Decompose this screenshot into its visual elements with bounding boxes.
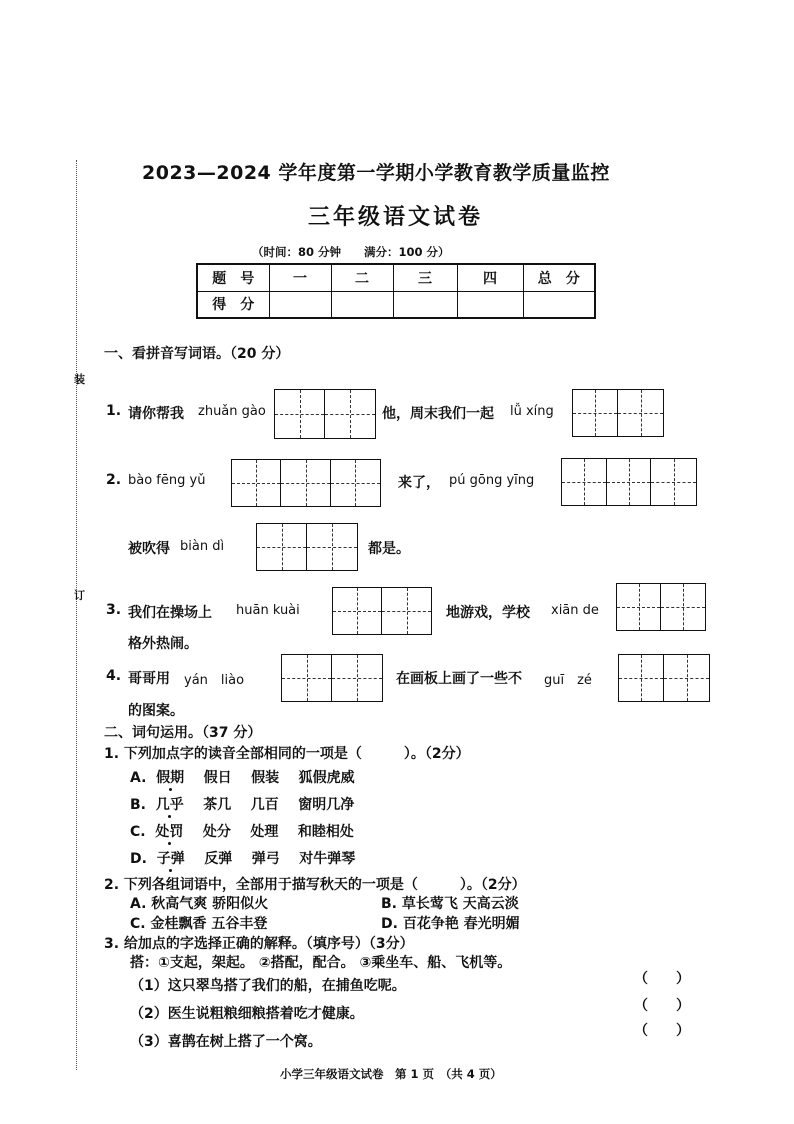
s2-q1-option-b[interactable] bbox=[130, 794, 354, 814]
option-word: 子弹 bbox=[156, 851, 185, 867]
s2-q2-prompt: 2. 下列各组词语中，全部用于描写秋天的一项是（ ）。（2分） bbox=[104, 877, 526, 893]
s1-q2-answer-grid-2[interactable] bbox=[561, 458, 697, 506]
s1-q2-text-a: 来了， bbox=[398, 475, 440, 491]
s2-q2-option-d[interactable]: D. 百花争艳 春光明媚 bbox=[381, 916, 520, 932]
s2-q1-prompt: 1. 下列加点字的读音全部相同的一项是（ ）。（2分） bbox=[104, 746, 470, 762]
s2-q3-definitions: 搭：①支起，架起。 ②搭配，配合。 ③乘坐车、船、飞机等。 bbox=[130, 955, 512, 971]
option-label: D. bbox=[130, 851, 147, 867]
s1-q2-pinyin-2: pú gōng yīng bbox=[449, 473, 535, 488]
s2-q2-option-c[interactable]: C. 金桂飘香 五谷丰登 bbox=[130, 916, 268, 932]
score-table-header-row bbox=[197, 264, 595, 291]
section1-heading: 一、看拼音写词语。（20 分） bbox=[104, 346, 290, 362]
score-cell-1[interactable] bbox=[269, 291, 331, 318]
s1-q1-text-b: 他，周末我们一起 bbox=[382, 406, 494, 422]
s1-q2-text-c: 都是。 bbox=[368, 541, 410, 557]
exam-meta: （时间：80 分钟 满分：100 分） bbox=[252, 245, 450, 259]
s2-q3-item-3: （3）喜鹊在树上搭了一个窝。 bbox=[130, 1034, 322, 1050]
s1-q3-answer-grid-1[interactable] bbox=[332, 587, 432, 635]
binding-mark-ding: 订 bbox=[74, 589, 85, 602]
binding-line bbox=[76, 160, 77, 1070]
s2-q2-option-a[interactable]: A. 秋高气爽 骄阳似火 bbox=[130, 896, 269, 912]
score-header-3: 三 bbox=[393, 264, 457, 291]
score-cell-4[interactable] bbox=[457, 291, 523, 318]
score-header-4: 四 bbox=[457, 264, 523, 291]
option-word: 和睦相处 bbox=[297, 824, 354, 840]
score-header-label: 题 号 bbox=[197, 264, 269, 291]
s2-q3-item-2: （2）医生说粗粮细粮搭着吃才健康。 bbox=[130, 1006, 364, 1022]
s2-q3-prompt: 3. 给加点的字选择正确的解释。（填序号）（3分） bbox=[104, 936, 414, 952]
s1-q3-text-a: 我们在操场上 bbox=[128, 605, 212, 621]
option-label: A. bbox=[130, 770, 147, 786]
option-word: 假日 bbox=[203, 770, 232, 786]
s1-q4-text-c: 的图案。 bbox=[128, 703, 184, 719]
option-word: 反弹 bbox=[204, 851, 233, 867]
s1-q3-text-c: 格外热闹。 bbox=[128, 636, 198, 652]
s1-q4-text-a: 哥哥用 bbox=[128, 671, 170, 687]
s1-q3-pinyin-2: xiān de bbox=[551, 603, 599, 618]
binding-mark-zhuang: 装 bbox=[74, 373, 85, 386]
s1-q4-text-b: 在画板上画了一些不 bbox=[396, 671, 522, 687]
s1-q1-pinyin-1: zhuǎn gào bbox=[198, 404, 266, 419]
score-row-label: 得 分 bbox=[197, 291, 269, 318]
score-header-2: 二 bbox=[331, 264, 393, 291]
option-word: 处理 bbox=[250, 824, 279, 840]
s1-q1-answer-grid-2[interactable] bbox=[572, 389, 664, 437]
section2-heading: 二、词句运用。（37 分） bbox=[104, 725, 262, 741]
s1-q4-pinyin-1: yán liào bbox=[184, 673, 245, 688]
page-footer: 小学三年级语文试卷 第 1 页 （共 4 页） bbox=[280, 1067, 502, 1081]
option-label: C. bbox=[130, 824, 146, 840]
s2-q1-option-c[interactable] bbox=[130, 821, 354, 841]
s1-q3-number: 3. bbox=[106, 602, 122, 618]
s1-q3-text-b: 地游戏，学校 bbox=[446, 605, 530, 621]
s1-q4-answer-grid-1[interactable] bbox=[281, 654, 383, 702]
s2-q2-option-b[interactable]: B. 草长莺飞 天高云淡 bbox=[381, 896, 519, 912]
option-word: 窗明几净 bbox=[298, 797, 355, 813]
option-word: 几乎 bbox=[155, 797, 184, 813]
s1-q2-pinyin-1: bào fēng yǔ bbox=[128, 473, 206, 488]
s1-q1-answer-grid-1[interactable] bbox=[274, 389, 376, 439]
option-word: 处分 bbox=[202, 824, 231, 840]
option-word: 狐假虎威 bbox=[298, 770, 355, 786]
score-cell-3[interactable] bbox=[393, 291, 457, 318]
score-table-score-row bbox=[197, 291, 595, 318]
score-header-total: 总 分 bbox=[523, 264, 595, 291]
s1-q2-answer-grid-1[interactable] bbox=[231, 459, 381, 507]
s1-q1-text-a: 请你帮我 bbox=[128, 406, 184, 422]
option-label: B. bbox=[130, 797, 146, 813]
option-word: 几百 bbox=[250, 797, 279, 813]
s1-q4-number: 4. bbox=[106, 668, 122, 684]
s1-q3-answer-grid-2[interactable] bbox=[616, 583, 706, 631]
score-cell-total[interactable] bbox=[523, 291, 595, 318]
score-table bbox=[196, 263, 596, 319]
s2-q1-option-d[interactable] bbox=[130, 848, 355, 868]
s1-q2-answer-grid-3[interactable] bbox=[256, 523, 358, 571]
s1-q4-pinyin-2: guī zé bbox=[544, 673, 592, 688]
s1-q1-number: 1. bbox=[106, 403, 122, 419]
s1-q2-number: 2. bbox=[106, 472, 122, 488]
score-cell-2[interactable] bbox=[331, 291, 393, 318]
option-word: 茶几 bbox=[203, 797, 232, 813]
exam-title: 2023—2024 学年度第一学期小学教育教学质量监控 bbox=[142, 162, 610, 184]
s2-q3-blank-3[interactable]: （ ） bbox=[634, 1023, 690, 1039]
option-word: 假装 bbox=[251, 770, 280, 786]
s1-q4-answer-grid-2[interactable] bbox=[618, 654, 710, 702]
option-word: 处罚 bbox=[155, 824, 184, 840]
s1-q2-pinyin-3: biàn dì bbox=[180, 539, 225, 554]
exam-subtitle: 三年级语文试卷 bbox=[308, 205, 484, 230]
s2-q3-blank-2[interactable]: （ ） bbox=[634, 998, 690, 1014]
score-header-1: 一 bbox=[269, 264, 331, 291]
option-word: 对牛弹琴 bbox=[299, 851, 356, 867]
s2-q3-item-1: （1）这只翠鸟搭了我们的船，在捕鱼吃呢。 bbox=[130, 978, 406, 994]
option-word: 假期 bbox=[156, 770, 185, 786]
s1-q3-pinyin-1: huān kuài bbox=[236, 603, 300, 618]
option-word: 弹弓 bbox=[251, 851, 280, 867]
s2-q3-blank-1[interactable]: （ ） bbox=[634, 971, 690, 987]
s1-q2-text-b: 被吹得 bbox=[128, 541, 170, 557]
s2-q1-option-a[interactable] bbox=[130, 767, 355, 787]
s1-q1-pinyin-2: lǚ xíng bbox=[510, 404, 554, 419]
